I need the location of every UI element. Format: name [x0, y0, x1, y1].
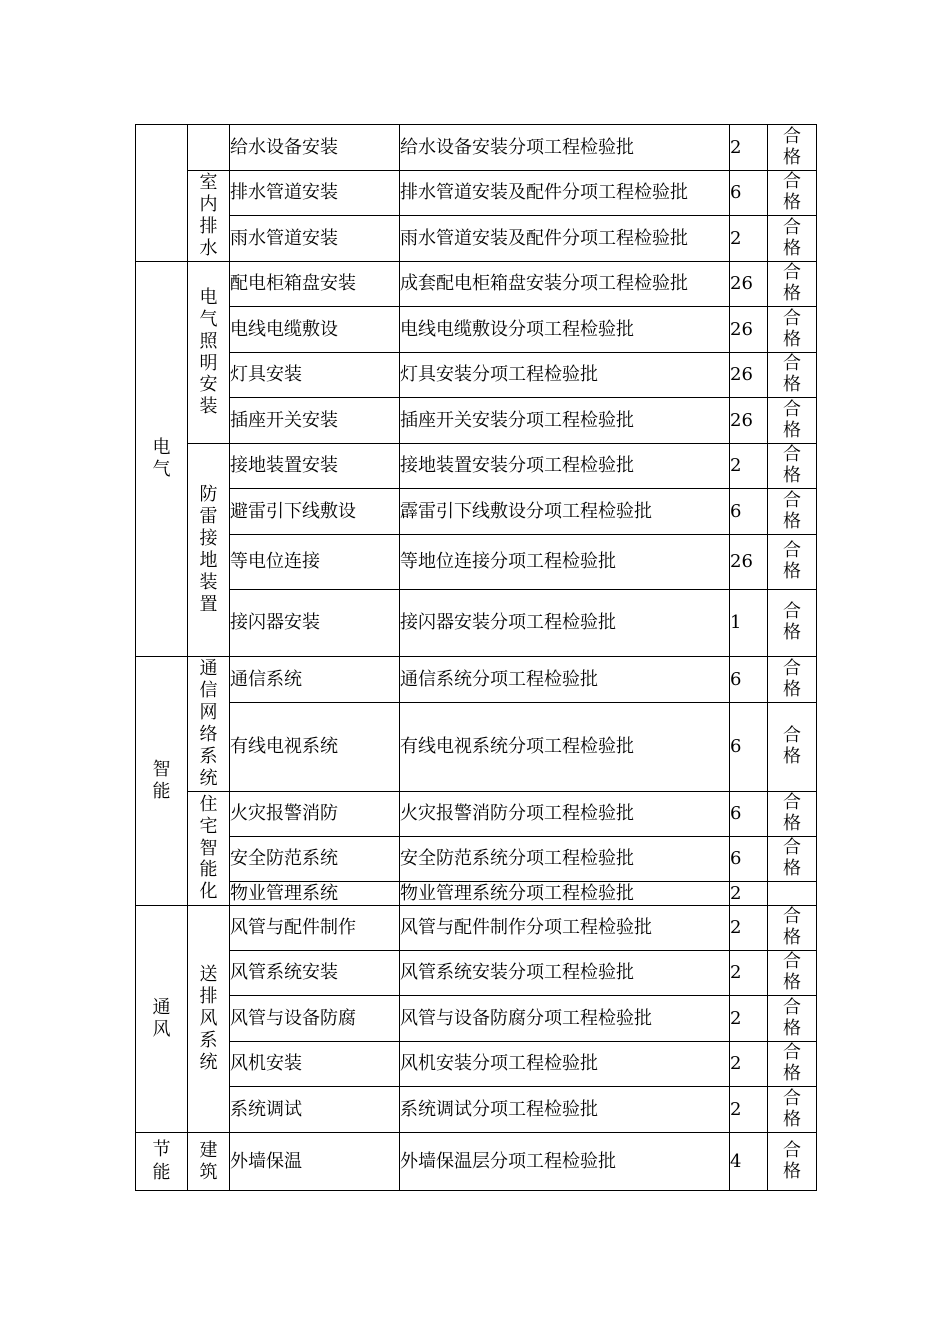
result-cell	[768, 837, 817, 882]
batch-cell: 有线电视系统分项工程检验批	[400, 703, 730, 792]
result-text: 合格	[782, 996, 801, 1039]
batch-cell: 风管系统安装分项工程检验批	[400, 951, 730, 996]
result-cell	[768, 398, 817, 444]
batch-cell: 火灾报警消防分项工程检验批	[400, 792, 730, 837]
result-text: 合格	[782, 489, 801, 532]
batch-cell: 风管与设备防腐分项工程检验批	[400, 996, 730, 1042]
subgroup-cell-network	[188, 657, 230, 792]
item-cell: 物业管理系统	[230, 882, 400, 906]
batch-cell: 等地位连接分项工程检验批	[400, 535, 730, 590]
group-label: 智能	[152, 758, 171, 802]
table-row	[136, 792, 817, 837]
result-cell	[768, 1133, 817, 1191]
table-row	[136, 996, 817, 1042]
group-label: 节能	[152, 1139, 171, 1183]
result-text: 合格	[782, 1042, 801, 1084]
result-cell	[768, 353, 817, 398]
table-row	[136, 882, 817, 906]
result-cell	[768, 535, 817, 590]
table-row	[136, 125, 817, 171]
item-cell: 风管与设备防腐	[230, 996, 400, 1042]
batch-cell: 接地装置安装分项工程检验批	[400, 444, 730, 489]
table-row	[136, 590, 817, 657]
batch-cell: 排水管道安装及配件分项工程检验批	[400, 171, 730, 216]
batch-cell: 系统调试分项工程检验批	[400, 1087, 730, 1133]
qty-cell: 6	[730, 792, 768, 837]
result-text: 合格	[782, 444, 801, 486]
result-cell	[768, 262, 817, 307]
qty-cell: 2	[730, 1087, 768, 1133]
qty-cell: 4	[730, 1133, 768, 1191]
table-row	[136, 1042, 817, 1087]
batch-cell: 风管与配件制作分项工程检验批	[400, 906, 730, 951]
batch-cell: 霹雷引下线敷设分项工程检验批	[400, 489, 730, 535]
item-cell: 外墙保温	[230, 1133, 400, 1191]
table-row	[136, 216, 817, 262]
subgroup-label: 住宅智能化	[199, 793, 218, 903]
item-cell: 排水管道安装	[230, 171, 400, 216]
qty-cell: 2	[730, 216, 768, 262]
batch-cell: 安全防范系统分项工程检验批	[400, 837, 730, 882]
item-cell: 避雷引下线敷设	[230, 489, 400, 535]
subgroup-label: 电气照明安装	[199, 286, 218, 418]
batch-cell: 插座开关安装分项工程检验批	[400, 398, 730, 444]
result-text: 合格	[782, 1087, 801, 1130]
table-row	[136, 444, 817, 489]
group-cell-energy	[136, 1133, 188, 1191]
inspection-lot-table	[135, 124, 817, 1191]
qty-cell: 26	[730, 398, 768, 444]
qty-cell: 26	[730, 535, 768, 590]
result-cell	[768, 906, 817, 951]
subgroup-cell-lightning	[188, 444, 230, 657]
table-row	[136, 398, 817, 444]
result-cell	[768, 792, 817, 837]
batch-cell: 雨水管道安装及配件分项工程检验批	[400, 216, 730, 262]
item-cell: 有线电视系统	[230, 703, 400, 792]
qty-cell: 26	[730, 307, 768, 353]
qty-cell: 6	[730, 657, 768, 703]
subgroup-label: 通信网络系统	[199, 658, 218, 789]
item-cell: 等电位连接	[230, 535, 400, 590]
table-row	[136, 906, 817, 951]
qty-cell: 6	[730, 489, 768, 535]
subgroup-label: 送排风系统	[199, 964, 218, 1073]
result-cell	[768, 590, 817, 657]
item-cell: 火灾报警消防	[230, 792, 400, 837]
item-cell: 风管系统安装	[230, 951, 400, 996]
result-text: 合格	[782, 216, 801, 259]
item-cell: 配电柜箱盘安装	[230, 262, 400, 307]
result-cell	[768, 703, 817, 792]
qty-cell: 2	[730, 444, 768, 489]
group-cell-smart	[136, 657, 188, 906]
result-text: 合格	[782, 657, 801, 700]
table-row	[136, 703, 817, 792]
result-cell	[768, 657, 817, 703]
result-text: 合格	[782, 951, 801, 993]
qty-cell: 26	[730, 262, 768, 307]
result-text: 合格	[782, 398, 801, 441]
batch-cell: 成套配电柜箱盘安装分项工程检验批	[400, 262, 730, 307]
item-cell: 风管与配件制作	[230, 906, 400, 951]
subgroup-label: 建筑	[199, 1139, 218, 1183]
group-label: 通风	[152, 996, 171, 1040]
result-text: 合格	[782, 171, 801, 213]
qty-cell: 6	[730, 703, 768, 792]
table-row	[136, 1087, 817, 1133]
result-cell	[768, 307, 817, 353]
result-cell	[768, 489, 817, 535]
result-cell	[768, 1087, 817, 1133]
subgroup-cell-empty	[188, 125, 230, 171]
result-cell	[768, 951, 817, 996]
group-label: 电气	[152, 436, 171, 480]
qty-cell: 2	[730, 951, 768, 996]
result-cell	[768, 444, 817, 489]
result-cell	[768, 1042, 817, 1087]
subgroup-cell-drainage	[188, 171, 230, 262]
item-cell: 通信系统	[230, 657, 400, 703]
table-row	[136, 262, 817, 307]
table-row	[136, 307, 817, 353]
result-cell	[768, 171, 817, 216]
subgroup-cell-exhaust	[188, 906, 230, 1133]
item-cell: 安全防范系统	[230, 837, 400, 882]
result-text: 合格	[782, 792, 801, 834]
table-row	[136, 1133, 817, 1191]
result-text: 合格	[782, 353, 801, 395]
subgroup-cell-building	[188, 1133, 230, 1191]
qty-cell: 6	[730, 837, 768, 882]
table-row	[136, 353, 817, 398]
group-cell-empty	[136, 125, 188, 262]
batch-cell: 外墙保温层分项工程检验批	[400, 1133, 730, 1191]
result-text: 合格	[782, 125, 801, 168]
qty-cell: 2	[730, 1042, 768, 1087]
item-cell: 插座开关安装	[230, 398, 400, 444]
item-cell: 风机安装	[230, 1042, 400, 1087]
item-cell: 系统调试	[230, 1087, 400, 1133]
item-cell: 接地装置安装	[230, 444, 400, 489]
qty-cell: 6	[730, 171, 768, 216]
subgroup-cell-lighting	[188, 262, 230, 444]
item-cell: 雨水管道安装	[230, 216, 400, 262]
group-cell-electric	[136, 262, 188, 657]
batch-cell: 电线电缆敷设分项工程检验批	[400, 307, 730, 353]
result-text: 合格	[782, 725, 801, 767]
batch-cell: 灯具安装分项工程检验批	[400, 353, 730, 398]
qty-cell: 2	[730, 906, 768, 951]
item-cell: 接闪器安装	[230, 590, 400, 657]
qty-cell: 2	[730, 996, 768, 1042]
item-cell: 给水设备安装	[230, 125, 400, 171]
item-cell: 灯具安装	[230, 353, 400, 398]
qty-cell: 26	[730, 353, 768, 398]
table-row	[136, 837, 817, 882]
subgroup-cell-home-smart	[188, 792, 230, 906]
table-row	[136, 171, 817, 216]
table-row	[136, 657, 817, 703]
group-cell-ventilation	[136, 906, 188, 1133]
batch-cell: 物业管理系统分项工程检验批	[400, 882, 730, 906]
table-row	[136, 535, 817, 590]
qty-cell: 2	[730, 125, 768, 171]
result-text: 合格	[782, 540, 801, 582]
result-text: 合格	[782, 307, 801, 350]
result-cell	[768, 996, 817, 1042]
batch-cell: 通信系统分项工程检验批	[400, 657, 730, 703]
item-cell: 电线电缆敷设	[230, 307, 400, 353]
result-cell	[768, 216, 817, 262]
subgroup-label: 防雷接地装置	[199, 484, 218, 615]
table-row	[136, 951, 817, 996]
result-text: 合格	[782, 906, 801, 948]
result-text: 合格	[782, 601, 801, 643]
result-text: 合格	[782, 262, 801, 304]
table-row	[136, 489, 817, 535]
batch-cell: 接闪器安装分项工程检验批	[400, 590, 730, 657]
result-text: 合格	[782, 1139, 801, 1182]
qty-cell: 1	[730, 590, 768, 657]
batch-cell: 给水设备安装分项工程检验批	[400, 125, 730, 171]
result-text: 合格	[782, 837, 801, 879]
result-cell	[768, 125, 817, 171]
qty-cell: 2	[730, 882, 768, 906]
batch-cell: 风机安装分项工程检验批	[400, 1042, 730, 1087]
subgroup-label: 室内排水	[199, 172, 218, 259]
result-cell	[768, 882, 817, 906]
